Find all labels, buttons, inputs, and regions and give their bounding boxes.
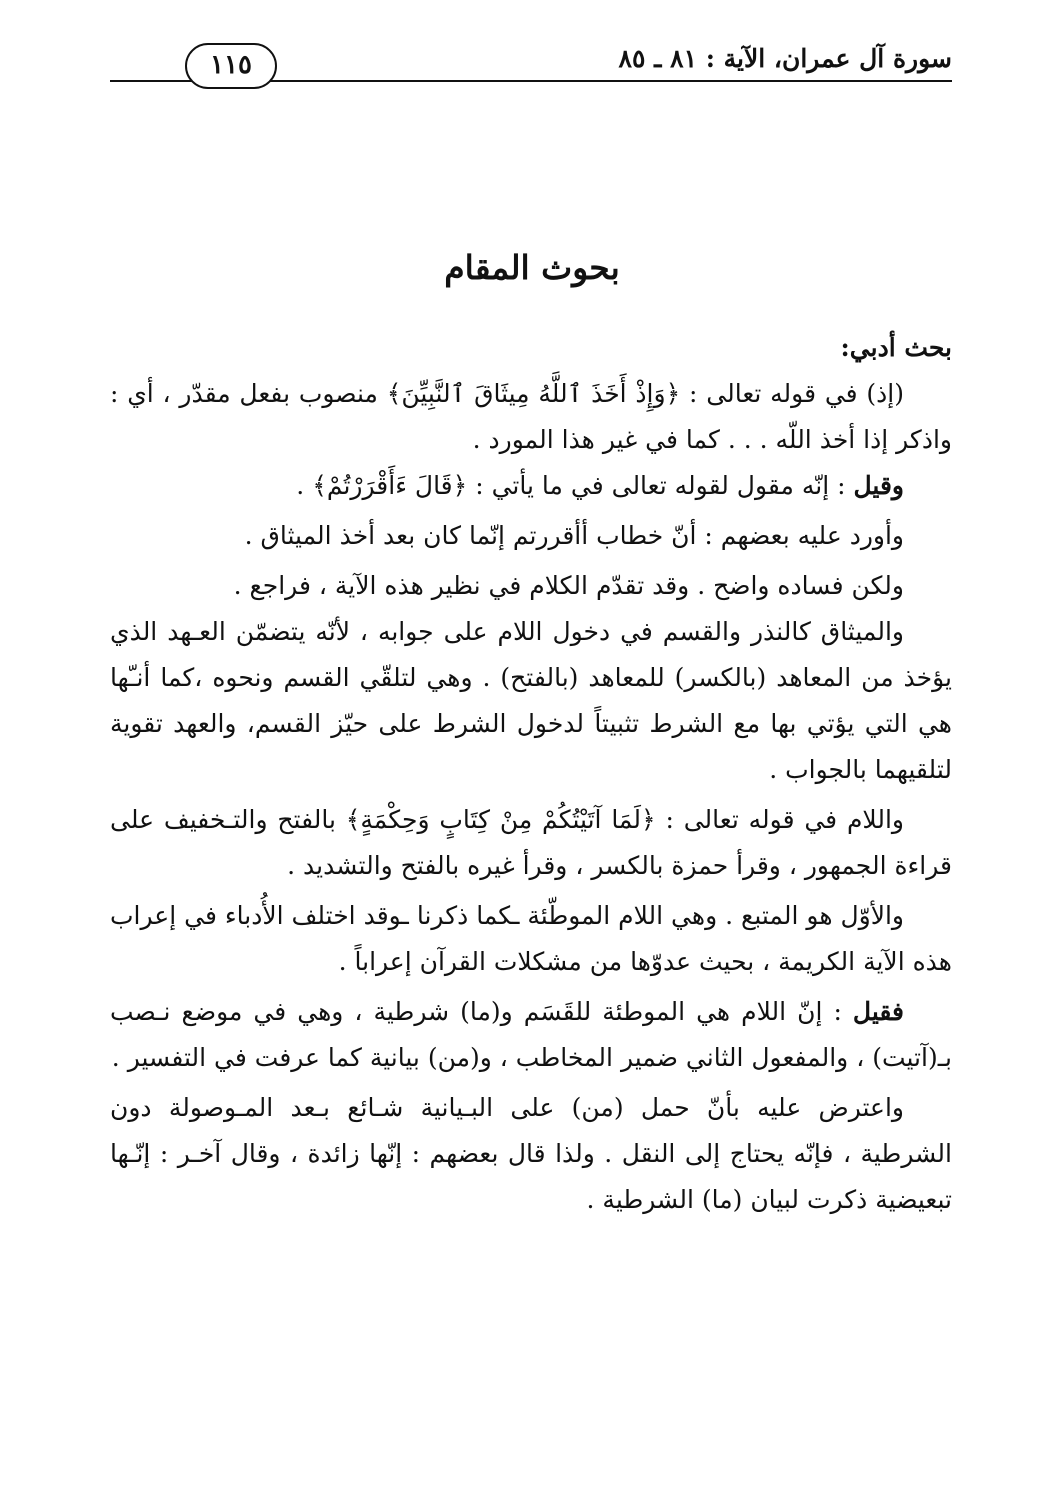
paragraph-lead: وقيل (853, 471, 904, 500)
paragraph-1 (110, 371, 952, 463)
paragraph-4 (110, 563, 952, 609)
sub-heading: بحث أدبي: (840, 333, 952, 362)
section-heading: بحوث المقام (444, 248, 620, 287)
paragraph-text: واللام في قوله تعالى : ﴿لَمَا آتَيْتُكُمْ مِنْ كِتَابٍ وَحِكْمَةٍ﴾ بالفتح والتـخفيف على قراءة الجمهور ، وقرأ حمزة بالكسر ، وقرأ غيره بالفتح والتشديد . (110, 805, 952, 880)
surah-verse-title: سورة آل عمران، الآية : ٨١ ـ ٨٥ (618, 44, 952, 73)
paragraph-5 (110, 609, 952, 793)
paragraph-text: والأوّل هو المتبع . وهي اللام الموطّئة ـكما ذكرنا ـوقد اختلف الأُدباء في إعراب هذه الآية الكريمة ، بحيث عدوّها من مشكلات القرآن إعراباً . (110, 901, 952, 976)
paragraph-9 (110, 1085, 952, 1223)
paragraph-text: والميثاق كالنذر والقسم في دخول اللام على جوابه ، لأنّه يتضمّن العـهد الذي يؤخذ من المعاهد (بالكسر) للمعاهد (بالفتح) . وهي لتلقّي القسم ونحوه ،كما أنـّها هي التي يؤتي بها مع الشرط تثبيتاً لدخول الشرط على حيّز القسم، والعهد تقوية لتلقيهما بالجواب . (110, 617, 952, 784)
paragraph-text: ولكن فساده واضح . وقد تقدّم الكلام في نظير هذه الآية ، فراجع . (233, 571, 904, 600)
paragraph-7 (110, 893, 952, 985)
page-number-badge: ١١٥ (185, 43, 277, 89)
paragraph-text: (إذ) في قوله تعالى : ﴿وَإِذْ أَخَذَ ٱللَّهُ مِيثَاقَ ٱلنَّبِيِّنَ﴾ منصوب بفعل مقدّر ، أي : واذكر إذا أخذ اللّه . . . كما في غير هذا المورد . (110, 379, 952, 454)
paragraph-lead: فقيل (852, 997, 904, 1026)
paragraph-text: وأورد عليه بعضهم : أنّ خطاب أأقررتم إنّما كان بعد أخذ الميثاق . (244, 521, 904, 550)
paragraph-3 (110, 513, 952, 559)
paragraph-text: : إنّه مقول لقوله تعالى في ما يأتي : ﴿قَالَ ءَأَقْرَرْتُمْ﴾ . (296, 471, 854, 500)
page-header (110, 40, 952, 84)
body-text (110, 325, 952, 1223)
paragraph-6 (110, 797, 952, 889)
paragraph-2 (110, 463, 952, 509)
paragraph-8 (110, 989, 952, 1081)
paragraph-text: : إنّ اللام هي الموطئة للقَسَم و(ما) شرطية ، وهي في موضع نـصب بـ(آتيت) ، والمفعول الثاني ضمير المخاطب ، و(من) بيانية كما عرفت في التفسير . (110, 997, 952, 1072)
paragraph-text: واعترض عليه بأنّ حمل (من) على البـيانية شـائع بـعد المـوصولة دون الشرطية ، فإنّه يحتاج إلى النقل . ولذا قال بعضهم : إنّها زائدة ، وقال آخـر : إنّـها تبعيضية ذكرت لبيان (ما) الشرطية . (110, 1093, 952, 1214)
